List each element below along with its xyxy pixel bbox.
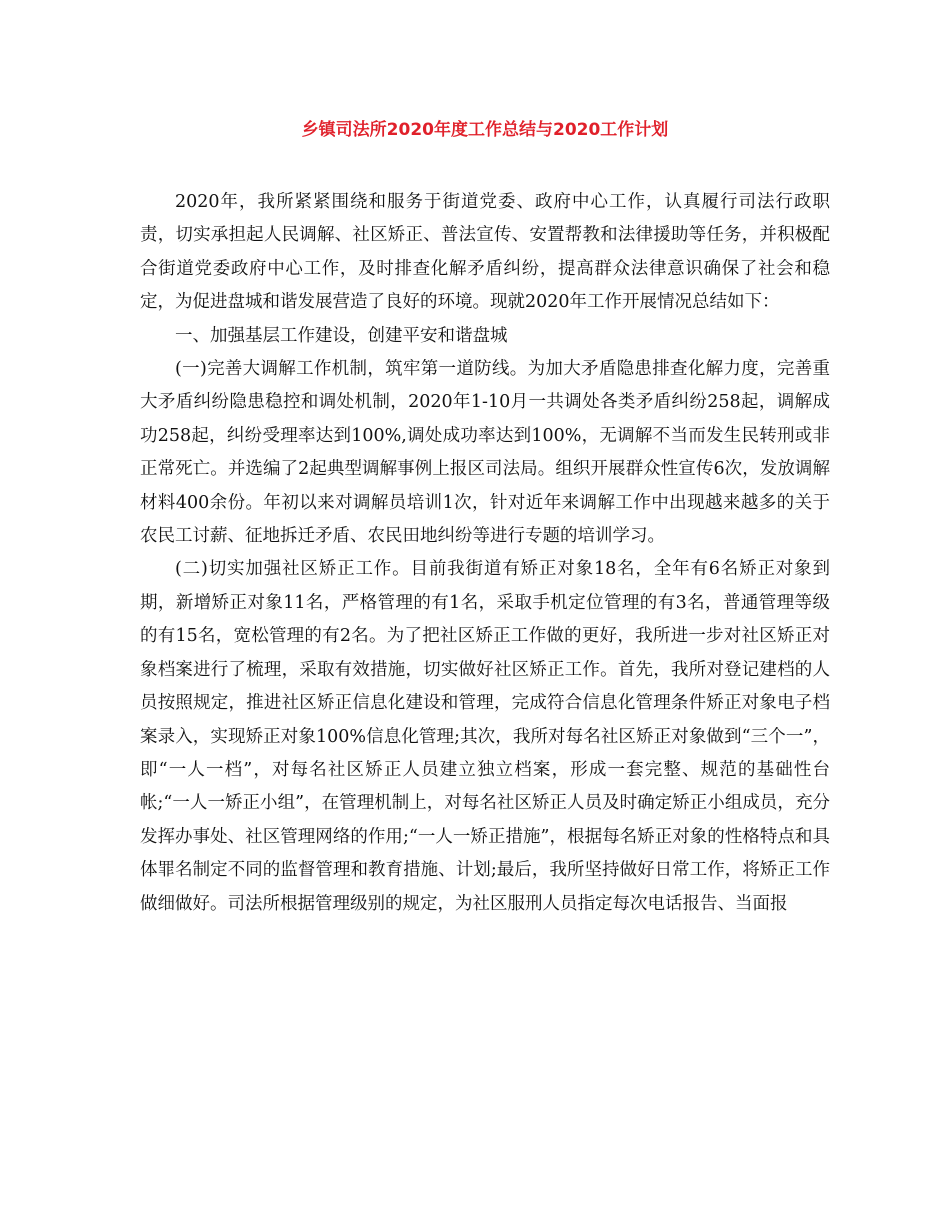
paragraph-community-correction: (二)切实加强社区矫正工作。目前我街道有矫正对象18名，全年有6名矫正对象到期，新增矫正对象11名，严格管理的有1名，采取手机定位管理的有3名，普通管理等级的有15名，宽松管理的有2名。为了把社区矫正工作做的更好，我所进一步对社区矫正对象档案进行了梳理，采取有效措施，切实做好社区矫正工作。首先，我所对登记建档的人员按照规定，推进社区矫正信息化建设和管理，完成符合信息化管理条件矫正对象电子档案录入，实现矫正对象100%信息化管理;其次，我所对每名社区矫正对象做到“三个一”，即“一人一档”，对每名社区矫正人员建立独立档案，形成一套完整、规范的基础性台帐;“一人一矫正小组”，在管理机制上，对每名社区矫正人员及时确定矫正小组成员，充分发挥办事处、社区管理网络的作用;“一人一矫正措施”，根据每名矫正对象的性格特点和具体罪名制定不同的监督管理和教育措施、计划;最后，我所坚持做好日常工作，将矫正工作做细做好。司法所根据管理级别的规定，为社区服刑人员指定每次电话报告、当面报 [140,559,830,914]
document-title: 乡镇司法所2020年度工作总结与2020工作计划 [301,120,669,140]
paragraph-mediation: (一)完善大调解工作机制，筑牢第一道防线。为加大矛盾隐患排查化解力度，完善重大矛盾纠纷隐患稳控和调处机制，2020年1-10月一共调处各类矛盾纠纷258起，调解成功258起，纠纷受理率达到100%,调处成功率达到100%，无调解不当而发生民转刑或非正常死亡。并选编了2起典型调解事例上报区司法局。组织开展群众性宣传6次，发放调解材料400余份。年初以来对调解员培训1次，针对近年来调解工作中出现越来越多的关于农民工讨薪、征地拆迁矛盾、农民田地纠纷等进行专题的培训学习。 [140,359,830,547]
section-heading-1: 一、加强基层工作建设，创建平安和谐盘城 [175,325,508,346]
paragraph-intro: 2020年，我所紧紧围绕和服务于街道党委、政府中心工作，认真履行司法行政职责，切实承担起人民调解、社区矫正、普法宣传、安置帮教和法律援助等任务，并积极配合街道党委政府中心工作，及时排查化解矛盾纠纷，提高群众法律意识确保了社会和稳定，为促进盘城和谐发展营造了良好的环境。现就2020年工作开展情况总结如下： [140,192,830,313]
